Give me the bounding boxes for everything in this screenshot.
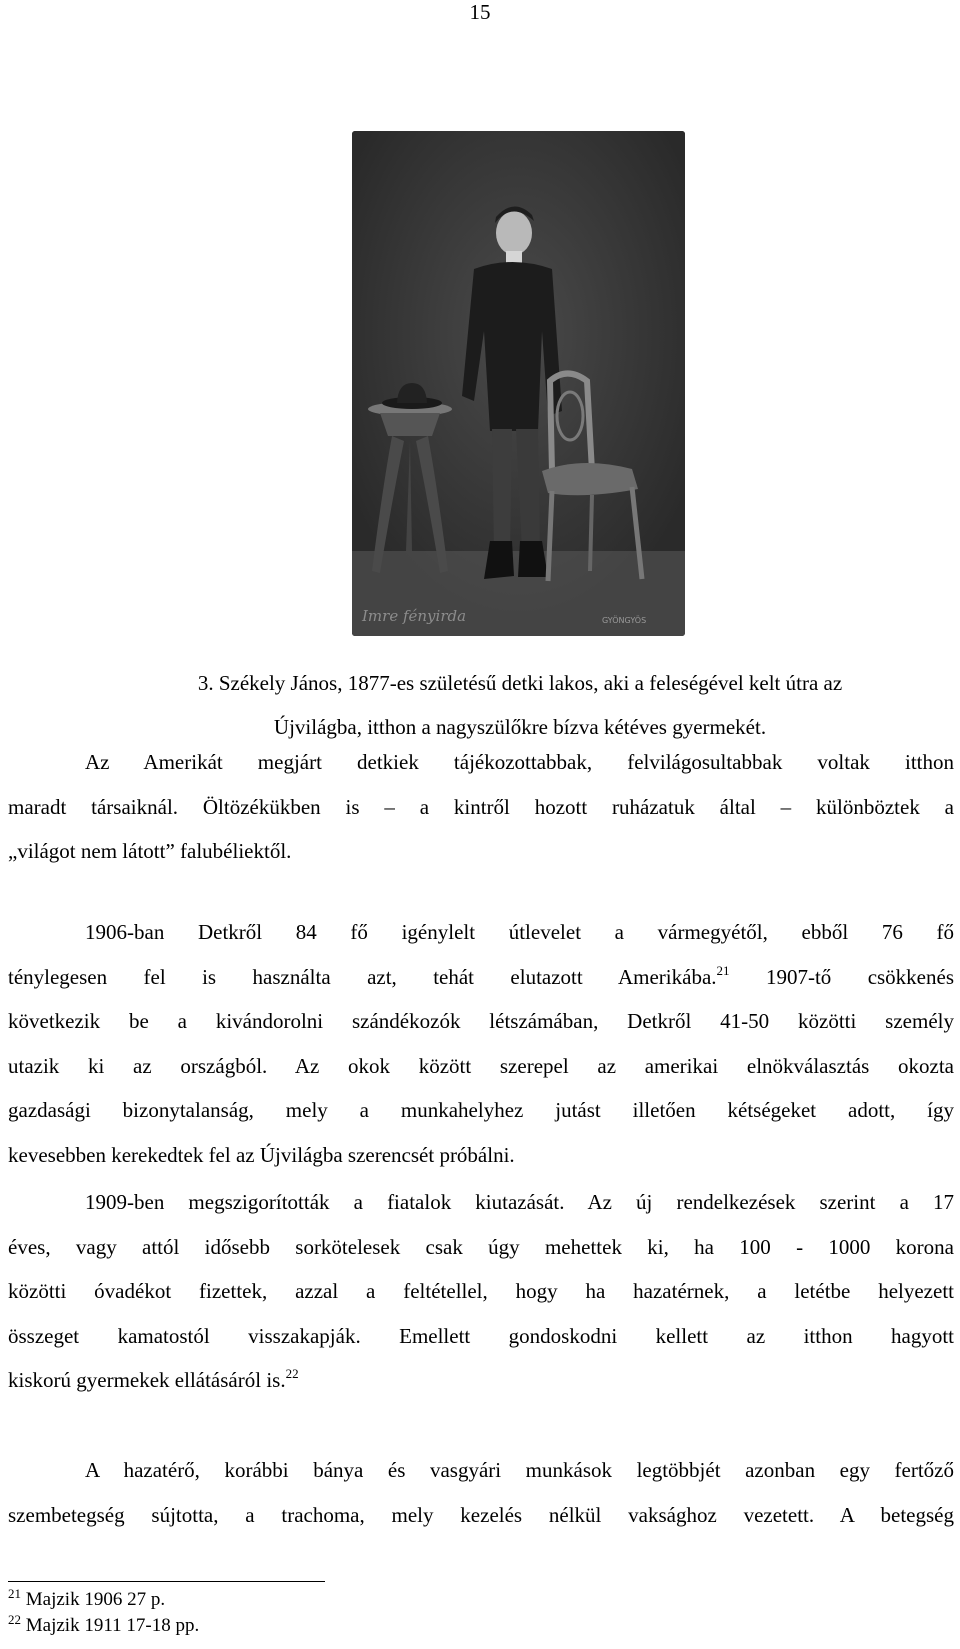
text-line: [8, 1358, 954, 1403]
text-line: „világot nem látott” falubéliektől.: [8, 839, 292, 863]
portrait-photograph-drawing: [352, 131, 685, 636]
footnote-22: [8, 1613, 199, 1639]
page-number: 15: [469, 0, 491, 24]
footnote-number: 22: [8, 1612, 21, 1627]
text-line: maradt társaiknál. Öltözékükben is – a kintről hozott ruházatuk által – különböztek a: [8, 794, 954, 819]
footnote-text: Majzik 1911 17-18 pp.: [25, 1615, 200, 1636]
text-line: következik be a kivándorolni szándékozók létszámában, Detkről 41-50 közötti személy: [8, 1009, 954, 1033]
caption-line: 3. Székely János, 1877-es születésű detki lakos, aki a feleségével kelt útra az: [197, 671, 843, 695]
footnote-21: [8, 1587, 199, 1613]
footnote-ref-21[interactable]: 21: [716, 962, 730, 978]
caption-line: Újvilágba, itthon a nagyszülőkre bízva kétéves gyermekét.: [273, 715, 767, 739]
text-line: 1909-ben megszigorították a fiatalok kiutazását. Az új rendelkezések szerint a 17: [85, 1190, 954, 1214]
paragraph-2: [8, 910, 954, 1177]
paragraph-3: [8, 1180, 954, 1403]
photo-caption: [100, 661, 940, 749]
footnote-text: Majzik 1906 27 p.: [25, 1589, 166, 1610]
text-line: [8, 955, 954, 1000]
text-segment: 1907-tő csökkenés: [729, 964, 954, 989]
footnote-divider: [8, 1581, 325, 1582]
text-line: A hazatérő, korábbi bánya és vasgyári munkások legtöbbjét azonban egy fertőző: [85, 1458, 954, 1482]
text-line: 1906-ban Detkről 84 fő igénylelt útlevelet a vármegyétől, ebből 76 fő: [85, 920, 954, 944]
portrait-photograph: [352, 131, 685, 636]
text-line: kevesebben kerekedtek fel az Újvilágba szerencsét próbálni.: [8, 1142, 515, 1167]
text-line: összeget kamatostól visszakapják. Emellett gondoskodni kellett az itthon hagyott: [8, 1323, 954, 1348]
text-line: Az Amerikát megjárt detkiek tájékozottabbak, felvilágosultabbak voltak itthon: [85, 750, 954, 774]
photographer-signature: Imre fényirda: [362, 607, 467, 625]
footnote-ref-22[interactable]: 22: [285, 1366, 299, 1381]
text-line: gazdasági bizonytalanság, mely a munkahelyhez jutást illetően kétségeket adott, így: [8, 1098, 954, 1122]
text-segment: kiskorú gyermekek ellátásáról is.: [8, 1368, 286, 1392]
footnote-number: 21: [8, 1586, 21, 1601]
text-line: szembetegség sújtotta, a trachoma, mely kezelés nélkül vaksághoz vezetett. A betegség: [8, 1502, 954, 1527]
footnotes: [8, 1587, 199, 1639]
paragraph-1: [8, 740, 954, 874]
text-line: éves, vagy attól idősebb sorkötelesek csak úgy mehettek ki, ha 100 - 1000 korona: [8, 1234, 954, 1259]
text-line: utazik ki az országból. Az okok között szerepel az amerikai elnökválasztás okozta: [8, 1053, 954, 1078]
studio-location-mark: GYÖNGYÖS: [602, 616, 647, 625]
text-line: közötti óvadékot fizettek, azzal a feltétellel, hogy ha hazatérnek, a letétbe helyezett: [8, 1279, 954, 1303]
paragraph-4: [8, 1448, 954, 1537]
text-segment: ténylegesen fel is használta azt, tehát elutazott Amerikába.: [8, 964, 717, 989]
